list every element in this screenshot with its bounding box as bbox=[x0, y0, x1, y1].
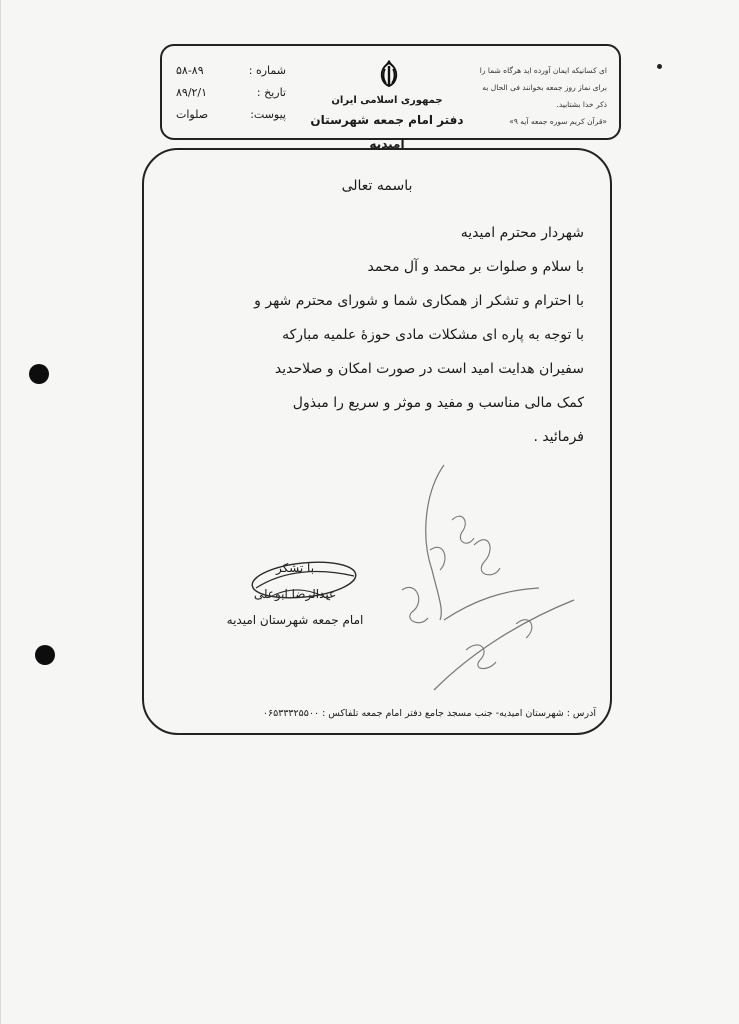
office-address: آدرس : شهرستان امیدیه- جنب مسجد جامع دفتر امام جمعه تلفاکس : ۰۶۵۳۳۳۲۵۵۰۰ bbox=[262, 708, 596, 719]
office-name: دفتر امام جمعه شهرستان امیدیه bbox=[310, 113, 464, 151]
letterhead-title bbox=[292, 94, 482, 156]
recipient-line: شهردار محترم امیدیه bbox=[460, 225, 584, 241]
letter-meta bbox=[176, 60, 286, 126]
verse-line: ذکر خدا بشتابید. bbox=[556, 100, 607, 109]
number-row bbox=[176, 60, 286, 82]
letter-body bbox=[164, 216, 584, 454]
date-label: تاریخ : bbox=[256, 86, 286, 99]
body-line: سفیران هدایت امید است در صورت امکان و صلاحدید bbox=[274, 361, 584, 377]
signer-name: عبدالرضا ابوعلی bbox=[253, 587, 337, 601]
body-line: کمک مالی مناسب و مفید و موثر و سریع را مبذول bbox=[292, 395, 584, 411]
body-line: فرمائید . bbox=[533, 429, 584, 445]
verse-reference: «قرآن کریم سوره جمعه آیه ۹» bbox=[509, 117, 607, 126]
verse-line: برای نماز روز جمعه بخوانند فی الحال به bbox=[482, 83, 607, 92]
date-row bbox=[176, 82, 286, 104]
salutation: باسمه تعالی bbox=[341, 178, 413, 194]
attachment-label: پیوست: bbox=[250, 108, 286, 121]
letterhead bbox=[160, 44, 621, 151]
number-label: شماره : bbox=[248, 64, 286, 77]
ink-dot bbox=[657, 64, 662, 69]
country-name: جمهوری اسلامی ایران bbox=[331, 95, 443, 106]
date-value: ۸۹/۲/۱ bbox=[176, 86, 208, 99]
punch-hole-top bbox=[29, 364, 49, 384]
body-line: با توجه به پاره ای مشکلات مادی حوزهٔ علمیه مبارکه bbox=[282, 327, 584, 343]
attachment-value: صلوات bbox=[176, 108, 209, 121]
attachment-row bbox=[176, 104, 286, 126]
verse-line: ای کسانیکه ایمان آورده اید هرگاه شما را bbox=[479, 66, 607, 75]
quran-verse bbox=[467, 62, 607, 130]
letter-body-box bbox=[142, 148, 612, 735]
signature-block bbox=[220, 555, 370, 633]
body-line: با احترام و تشکر از همکاری شما و شورای محترم شهر و bbox=[254, 293, 584, 309]
signer-title: امام جمعه شهرستان امیدیه bbox=[226, 613, 364, 627]
closing: با تشکر bbox=[275, 561, 315, 575]
number-value: ۵۸-۸۹ bbox=[176, 64, 204, 77]
greeting-line: با سلام و صلوات بر محمد و آل محمد bbox=[367, 259, 584, 275]
punch-hole-bottom bbox=[35, 645, 55, 665]
iran-emblem-icon bbox=[374, 60, 404, 90]
